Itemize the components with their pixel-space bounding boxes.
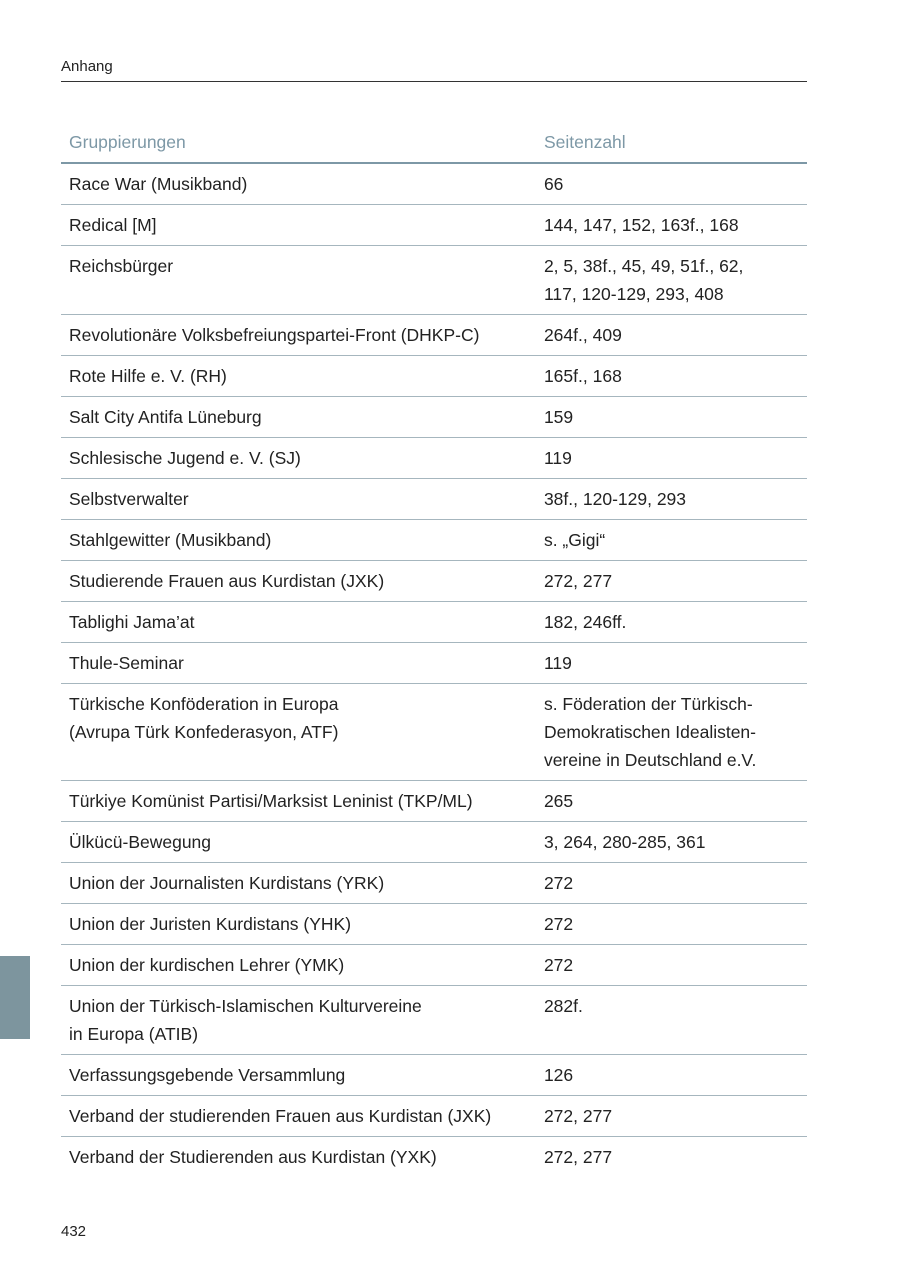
table-row [61, 1096, 807, 1137]
page-refs-line: 38f., 120-129, 293 [543, 489, 687, 509]
table-row [61, 781, 807, 822]
group-name-line: Union der Türkisch-Islamischen Kulturvereine [69, 996, 422, 1016]
page-refs-cell [536, 315, 807, 356]
page-refs-cell [536, 1137, 807, 1178]
table-body [61, 163, 807, 1177]
table-row [61, 438, 807, 479]
group-name-line: Union der Juristen Kurdistans (YHK) [69, 914, 352, 934]
page-refs-cell [536, 602, 807, 643]
page-refs-cell [536, 863, 807, 904]
column-header-pages: Seitenzahl [536, 122, 807, 163]
page-refs-line: 2, 5, 38f., 45, 49, 51f., 62, [543, 256, 744, 276]
group-name-line: Tablighi Jama’at [69, 612, 195, 632]
table-row [61, 643, 807, 684]
page-refs-line: 282f. [543, 996, 583, 1016]
table-row [61, 163, 807, 205]
table-row [61, 1055, 807, 1096]
group-name-cell [61, 561, 536, 602]
group-name-line: Ülkücü-Bewegung [69, 832, 212, 852]
group-name-line: Selbstverwalter [69, 489, 189, 509]
page-refs-line: Demokratischen Idealisten- [543, 722, 756, 742]
table-row [61, 602, 807, 643]
page-refs-line: 272, 277 [543, 1147, 613, 1167]
group-name-line: Revolutionäre Volksbefreiungspartei-Front (DHKP-C) [69, 325, 480, 345]
group-name-cell [61, 1055, 536, 1096]
group-name-line: Türkiye Komünist Partisi/Marksist Leninist (TKP/ML) [69, 791, 473, 811]
group-name-line: Salt City Antifa Lüneburg [69, 407, 262, 427]
page-refs-line: 126 [543, 1065, 574, 1085]
page-refs-cell [536, 397, 807, 438]
group-name-cell [61, 520, 536, 561]
group-name-cell [61, 397, 536, 438]
page-refs-cell [536, 643, 807, 684]
group-name-cell [61, 822, 536, 863]
group-name-line: Thule-Seminar [69, 653, 184, 673]
page-refs-line: 159 [543, 407, 574, 427]
page-refs-line: 66 [543, 174, 564, 194]
group-name-line: (Avrupa Türk Konfederasyon, ATF) [69, 722, 339, 742]
group-name-cell [61, 945, 536, 986]
table-row [61, 397, 807, 438]
column-header-groups: Gruppierungen [61, 122, 536, 163]
page-refs-line: 264f., 409 [543, 325, 622, 345]
page-refs-cell [536, 520, 807, 561]
group-name-line: Race War (Musikband) [69, 174, 248, 194]
group-name-cell [61, 1096, 536, 1137]
group-name-line: Union der Journalisten Kurdistans (YRK) [69, 873, 385, 893]
group-name-cell [61, 163, 536, 205]
group-name-cell [61, 315, 536, 356]
group-name-line: Stahlgewitter (Musikband) [69, 530, 272, 550]
section-tab-marker [0, 956, 30, 1039]
page-refs-cell [536, 904, 807, 945]
page-refs-cell [536, 1055, 807, 1096]
page-refs-line: s. Föderation der Türkisch- [543, 694, 753, 714]
group-name-line: Redical [M] [69, 215, 157, 235]
group-name-line: Verband der Studierenden aus Kurdistan (YXK) [69, 1147, 437, 1167]
page-refs-line: 272 [543, 873, 574, 893]
table-row [61, 356, 807, 397]
table-row [61, 822, 807, 863]
page-refs-line: 119 [543, 448, 572, 468]
page-refs-cell [536, 822, 807, 863]
page-refs-line: s. „Gigi“ [543, 530, 606, 550]
table-row [61, 986, 807, 1055]
group-name-cell [61, 602, 536, 643]
group-name-cell [61, 356, 536, 397]
page-refs-cell [536, 945, 807, 986]
group-name-line: Reichsbürger [69, 256, 174, 276]
table-row [61, 863, 807, 904]
group-name-line: Verband der studierenden Frauen aus Kurdistan (JXK) [69, 1106, 492, 1126]
group-name-cell [61, 246, 536, 315]
page-refs-cell [536, 479, 807, 520]
group-name-cell [61, 684, 536, 781]
page-refs-cell [536, 205, 807, 246]
table-row [61, 684, 807, 781]
group-name-line: Türkische Konföderation in Europa [69, 694, 339, 714]
page-refs-line: 265 [543, 791, 574, 811]
page-refs-line: 272 [543, 955, 574, 975]
page-refs-cell [536, 986, 807, 1055]
index-table [61, 122, 807, 1177]
page-refs-cell [536, 246, 807, 315]
group-name-cell [61, 479, 536, 520]
group-name-cell [61, 781, 536, 822]
group-name-cell [61, 904, 536, 945]
page-refs-line: 182, 246ff. [543, 612, 627, 632]
table-row [61, 520, 807, 561]
header-rule [61, 81, 807, 82]
group-name-cell [61, 438, 536, 479]
group-name-line: Studierende Frauen aus Kurdistan (JXK) [69, 571, 385, 591]
table-header-row [61, 122, 807, 163]
page-refs-line: 272, 277 [543, 1106, 613, 1126]
group-name-line: Verfassungsgebende Versammlung [69, 1065, 346, 1085]
table-row [61, 904, 807, 945]
page-refs-line: vereine in Deutschland e.V. [543, 750, 757, 770]
page-refs-cell [536, 1096, 807, 1137]
table-row [61, 561, 807, 602]
page-refs-line: 3, 264, 280-285, 361 [543, 832, 706, 852]
page-refs-cell [536, 781, 807, 822]
group-name-cell [61, 863, 536, 904]
page-refs-line: 165f., 168 [543, 366, 622, 386]
table-row [61, 205, 807, 246]
page-refs-cell [536, 561, 807, 602]
group-name-cell [61, 986, 536, 1055]
running-header: Anhang [61, 58, 113, 75]
group-name-line: Rote Hilfe e. V. (RH) [69, 366, 227, 386]
page-refs-line: 144, 147, 152, 163f., 168 [543, 215, 739, 235]
page-refs-cell [536, 163, 807, 205]
table-row [61, 1137, 807, 1178]
group-name-line: Union der kurdischen Lehrer (YMK) [69, 955, 345, 975]
group-name-cell [61, 1137, 536, 1178]
page-refs-line: 272, 277 [543, 571, 613, 591]
page-refs-line: 117, 120-129, 293, 408 [543, 284, 724, 304]
group-name-line: Schlesische Jugend e. V. (SJ) [69, 448, 301, 468]
group-name-cell [61, 205, 536, 246]
page-refs-line: 119 [543, 653, 572, 673]
table-row [61, 246, 807, 315]
table-row [61, 945, 807, 986]
table-row [61, 479, 807, 520]
page-refs-cell [536, 684, 807, 781]
group-name-line: in Europa (ATIB) [69, 1024, 199, 1044]
page-refs-cell [536, 438, 807, 479]
group-name-cell [61, 643, 536, 684]
page-refs-line: 272 [543, 914, 574, 934]
page-number: 432 [61, 1223, 87, 1240]
table-row [61, 315, 807, 356]
page-refs-cell [536, 356, 807, 397]
